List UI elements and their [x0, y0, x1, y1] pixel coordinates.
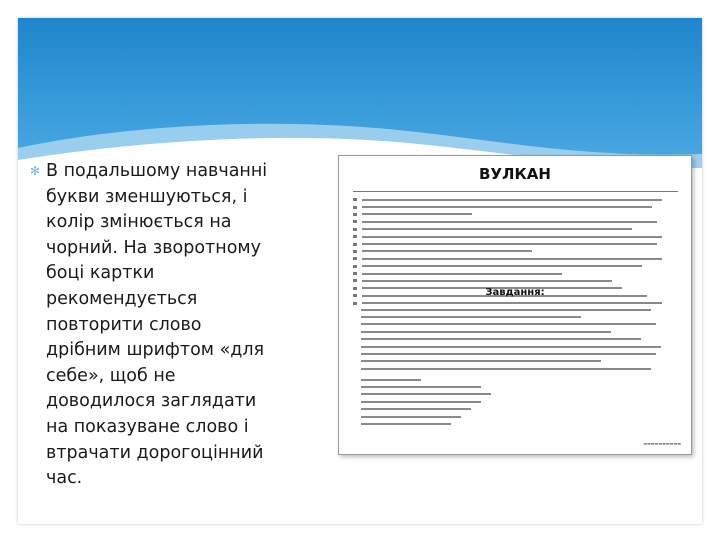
card-text-line: [361, 406, 671, 413]
line-number-mark: [353, 213, 357, 216]
line-text-mark: [362, 302, 662, 304]
card-text-line: [361, 350, 671, 357]
line-text-mark: [361, 353, 656, 355]
line-text-mark: [362, 213, 472, 215]
line-number-mark: [353, 279, 357, 282]
line-text-mark: [362, 221, 657, 223]
line-text-mark: [362, 250, 532, 252]
card-footer-mark: ▬▬▬▬▬▬▬▬▬▬: [643, 441, 681, 446]
card-text-line: [361, 398, 671, 405]
card-text-line: [361, 313, 671, 320]
card-text-line: [361, 383, 671, 390]
card-text-line: [353, 226, 678, 233]
card-text-line: [361, 321, 671, 328]
card-text-line: [361, 336, 671, 343]
card-text-line: [361, 413, 671, 420]
line-number-mark: [353, 302, 357, 305]
line-text-mark: [362, 258, 662, 260]
card-text-line: [353, 240, 678, 247]
line-text-mark: [362, 206, 652, 208]
line-text-mark: [361, 338, 641, 340]
line-text-mark: [361, 316, 581, 318]
line-text-mark: [361, 346, 661, 348]
line-text-mark: [362, 265, 642, 267]
line-number-mark: [353, 206, 357, 209]
flashcard-image: [338, 155, 692, 455]
card-text-line: [353, 233, 678, 240]
line-text-mark: [361, 309, 651, 311]
card-text-line: [353, 255, 678, 262]
card-text-line: [353, 203, 678, 210]
card-task-lines: [361, 306, 671, 373]
line-number-mark: [353, 228, 357, 231]
card-answer-lines: [361, 376, 671, 428]
card-text-line: [353, 248, 678, 255]
line-text-mark: [361, 368, 651, 370]
card-text-line: [353, 263, 678, 270]
line-text-mark: [361, 323, 656, 325]
card-text-line: [361, 306, 671, 313]
card-divider: [353, 191, 678, 192]
line-number-mark: [353, 257, 357, 260]
line-text-mark: [362, 273, 562, 275]
card-text-line: [361, 328, 671, 335]
card-text-line: [353, 218, 678, 225]
card-text-line: [361, 376, 671, 383]
card-text-line: [361, 420, 671, 427]
card-text-line: [361, 365, 671, 372]
card-text-line: [353, 196, 678, 203]
line-text-mark: [362, 280, 612, 282]
line-number-mark: [353, 235, 357, 238]
line-text-mark: [362, 236, 662, 238]
line-text-mark: [361, 386, 481, 388]
bullet-icon: ✻: [30, 164, 41, 178]
card-text-line: [361, 358, 671, 365]
line-text-mark: [361, 393, 491, 395]
card-text-line: [353, 211, 678, 218]
card-text-line: [353, 270, 678, 277]
line-number-mark: [353, 220, 357, 223]
body-text: В подальшому навчанні букви зменшуються, і колір змінюється на чорний. На зворотному боці картки рекомендується повторити слово дрібним шрифтом «для себе», щоб не доводилося заглядати на показуване слово і втрачати дорогоцінний час.: [46, 161, 268, 489]
line-text-mark: [362, 243, 657, 245]
line-text-mark: [361, 360, 601, 362]
card-subtitle: Завдання:: [485, 287, 545, 298]
line-text-mark: [361, 423, 451, 425]
line-number-mark: [353, 250, 357, 253]
card-text-line: [361, 391, 671, 398]
line-number-mark: [353, 265, 357, 268]
card-text-line: [353, 277, 678, 284]
line-text-mark: [362, 199, 662, 201]
line-number-mark: [353, 272, 357, 275]
line-text-mark: [362, 228, 632, 230]
line-text-mark: [361, 416, 461, 418]
card-text-line: [361, 343, 671, 350]
card-title: ВУЛКАН: [479, 165, 551, 183]
line-number-mark: [353, 243, 357, 246]
line-number-mark: [353, 198, 357, 201]
slide: [18, 18, 702, 524]
line-text-mark: [361, 401, 481, 403]
line-text-mark: [361, 408, 471, 410]
line-text-mark: [361, 331, 611, 333]
line-text-mark: [361, 379, 421, 381]
